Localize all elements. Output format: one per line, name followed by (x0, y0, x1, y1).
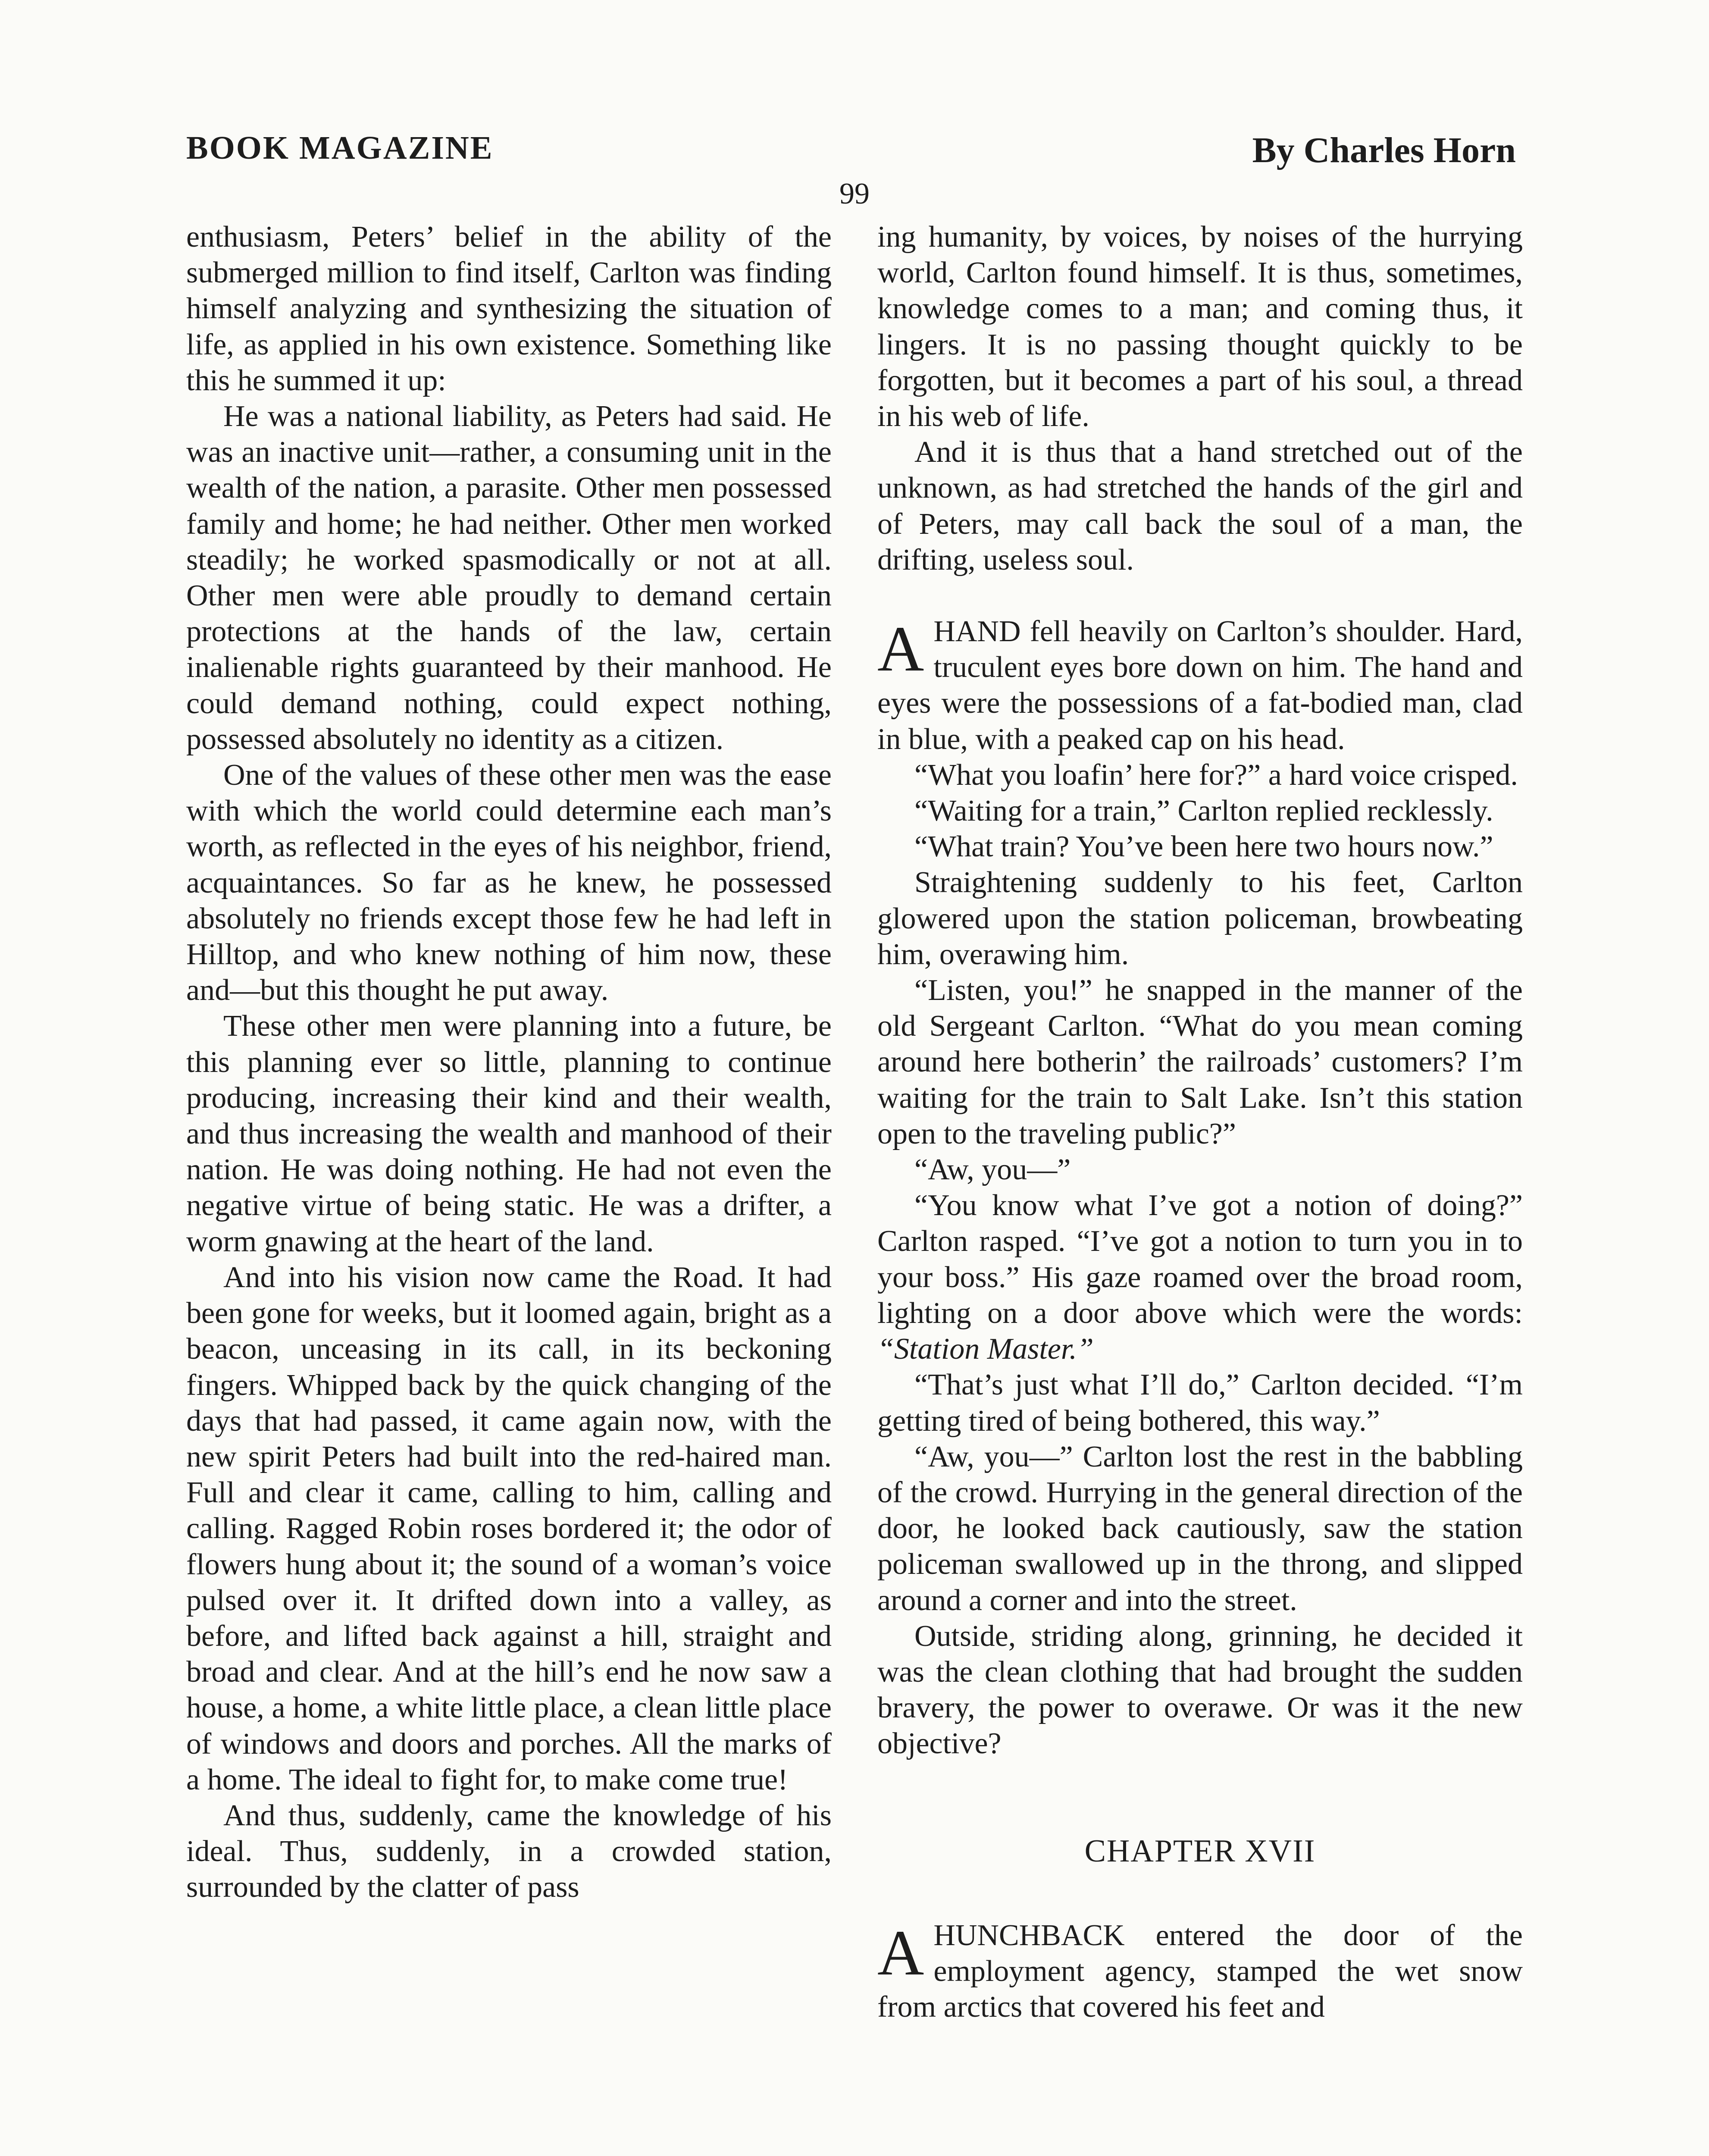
paragraph: “Aw, you—” Carlton lost the rest in the babbling of the crowd. Hurrying in the general direction of the door, he looked back cautiously, saw the station policeman swallowed up in the throng, and slipped around a corner and into the street. (877, 1440, 1523, 1617)
running-head-author: By Charles Horn (1252, 130, 1516, 170)
lead-word: HUNCHBACK (933, 1918, 1125, 1952)
lead-word: HAND (933, 615, 1021, 649)
drop-cap: A (877, 1917, 924, 1989)
paragraph: “What you loafin’ here for?” a hard voice crisped. (914, 758, 1518, 792)
paragraph: And thus, suddenly, came the knowledge of his ideal. Thus, suddenly, in a crowded station, surrounded by the clatter of pass (186, 1799, 832, 1904)
paragraph: He was a national liability, as Peters had said. He was an inactive unit—rather, a consuming unit in the wealth of the nation, a parasite. Other men possessed family and home; he had neither. Other men worked steadily; he worked spasmodically or not at all. Other men were able proudly to demand certain protections at the hands of the law, certain inalienable rights guaranteed by their manhood. He could demand nothing, could expect nothing, possessed absolutely no identity as a citizen. (186, 400, 832, 756)
paragraph: Straightening suddenly to his feet, Carlton glowered upon the station policeman, browbeating him, overawing him. (877, 866, 1523, 971)
paragraph: Outside, striding along, grinning, he decided it was the clean clothing that had brought the sudden bravery, the power to overawe. Or was it the new objective? (877, 1619, 1523, 1761)
paragraph: “Listen, you!” he snapped in the manner of the old Sergeant Carlton. “What do you mean coming around here botherin’ the railroads’ customers? I’m waiting for the train to Salt Lake. Isn’t this station open to the traveling public?” (877, 974, 1523, 1150)
paragraph: enthusiasm, Peters’ belief in the ability of the submerged million to find itself, Carlton was finding himself analyzing and synthesizing the situation of life, as applied in his own existence. Something like this he summed it up: (186, 220, 832, 397)
paragraph-text: “You know what I’ve got a notion of doing?” Carlton rasped. “I’ve got a notion to turn you in to your boss.” His gaze roamed over the broad room, lighting on a door above which were the words: (877, 1189, 1523, 1330)
left-column (186, 219, 832, 1905)
drop-cap: A (877, 613, 924, 685)
paragraph: “Aw, you—” (914, 1153, 1071, 1187)
chapter-opening-paragraph (877, 1918, 1523, 2025)
lead-text: entered the door of the employment agency, stamped the wet snow from arctics that covered his feet and (877, 1918, 1523, 2024)
paragraph: “What train? You’ve been here two hours now.” (914, 830, 1493, 864)
paragraph (877, 1188, 1523, 1367)
paragraph: “That’s just what I’ll do,” Carlton decided. “I’m getting tired of being bothered, this way.” (877, 1368, 1523, 1438)
lead-text: fell heavily on Carlton’s shoulder. Hard, truculent eyes bore down on him. The hand and eyes were the possessions of a fat-bodied man, clad in blue, with a peaked cap on his head. (877, 615, 1523, 756)
right-column (877, 219, 1523, 2025)
paragraph: These other men were planning into a future, be this planning ever so little, planning to continue producing, increasing their kind and their wealth, and thus increasing the wealth and manhood of their nation. He was doing nothing. He had not even the negative virtue of being static. He was a drifter, a worm gnawing at the heart of the land. (186, 1009, 832, 1258)
chapter-heading: CHAPTER XVII (1084, 1833, 1316, 1869)
paragraph: “Waiting for a train,” Carlton replied recklessly. (914, 794, 1493, 828)
sign-text: “Station Master.” (877, 1332, 1094, 1366)
paragraph: And it is thus that a hand stretched out of the unknown, as had stretched the hands of the girl and of Peters, may call back the soul of a man, the drifting, useless soul. (877, 436, 1523, 577)
section-opening-paragraph (877, 614, 1523, 757)
paragraph: ing humanity, by voices, by noises of the hurrying world, Carlton found himself. It is thus, sometimes, knowledge comes to a man; and coming thus, it lingers. It is no passing thought quickly to be forgotten, but it becomes a part of his soul, a thread in his web of life. (877, 220, 1523, 433)
page-number: 99 (839, 177, 870, 210)
paragraph: One of the values of these other men was the ease with which the world could determine each man’s worth, as reflected in the eyes of his neighbor, friend, acquaintances. So far as he knew, he possessed absolutely no friends except those few he had left in Hilltop, and who knew nothing of him now, these and—but this thought he put away. (186, 758, 832, 1007)
paragraph: And into his vision now came the Road. It had been gone for weeks, but it loomed again, bright as a beacon, unceasing in its call, in its beckoning fingers. Whipped back by the quick changing of the days that had passed, it came again now, with the new spirit Peters had built into the red-haired man. Full and clear it came, calling to him, calling and calling. Ragged Robin roses bordered it; the odor of flowers hung about it; the sound of a woman’s voice pulsed over it. It drifted down into a valley, as before, and lifted back against a hill, straight and broad and clear. And at the hill’s end he now saw a house, a home, a white little place, a clean little place of windows and doors and porches. All the marks of a home. The ideal to fight for, to make come true! (186, 1260, 832, 1796)
running-head-magazine: BOOK MAGAZINE (186, 130, 494, 166)
